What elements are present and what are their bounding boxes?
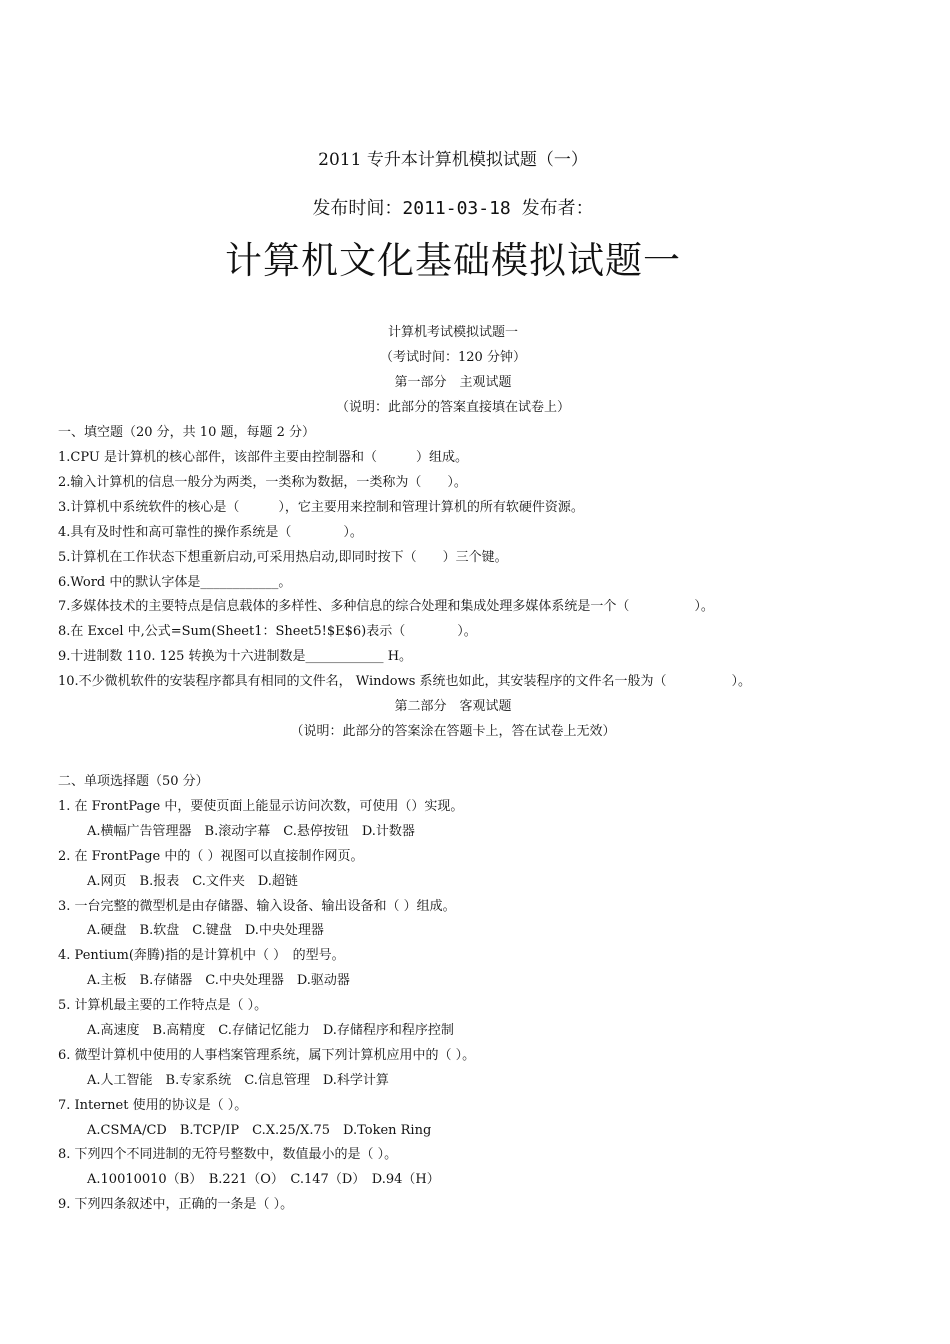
choice-question: 7. Internet 使用的协议是（ ）。 [58, 1098, 248, 1113]
choice-options: A.主板 B.存储器 C.中央处理器 D.驱动器 [87, 973, 350, 988]
part1-note: （说明：此部分的答案直接填在试卷上） [335, 400, 570, 415]
part2-title: 第二部分 客观试题 [394, 699, 512, 714]
fill-question: 4.具有及时性和高可靠性的操作系统是（ ）。 [58, 525, 363, 540]
choice-options: A.10010010（B） B.221（O） C.147（D） D.94（H） [87, 1172, 440, 1187]
fill-question: 2.输入计算机的信息一般分为两类，一类称为数据，一类称为（ ）。 [58, 475, 467, 490]
fill-question: 10.不少微机软件的安装程序都具有相同的文件名， Windows 系统也如此，其安装程序的文件名一般为（ ）。 [58, 674, 752, 689]
choice-question: 8. 下列四个不同进制的无符号整数中，数值最小的是（ ）。 [58, 1147, 398, 1162]
fill-question: 9.十进制数 110. 125 转换为十六进制数是____________ H。 [58, 649, 413, 664]
choice-question: 5. 计算机最主要的工作特点是（ ）。 [58, 998, 268, 1013]
part1-title: 第一部分 主观试题 [394, 375, 512, 390]
choice-question: 3. 一台完整的微型机是由存储器、输入设备、输出设备和（ ）组成。 [58, 899, 456, 914]
fill-question: 5.计算机在工作状态下想重新启动,可采用热启动,即同时按下（ ）三个键。 [58, 550, 508, 565]
choice-question: 4. Pentium(奔腾)指的是计算机中（ ） 的型号。 [58, 948, 345, 963]
section2-heading: 二、单项选择题（50 分） [58, 774, 209, 789]
exam-name: 计算机考试模拟试题一 [387, 325, 518, 340]
fill-question: 6.Word 中的默认字体是____________。 [58, 575, 292, 590]
part2-note: （说明：此部分的答案涂在答题卡上，答在试卷上无效） [290, 724, 616, 739]
fill-question: 7.多媒体技术的主要特点是信息载体的多样性、多种信息的综合处理和集成处理多媒体系统是一个（ ）。 [58, 599, 714, 614]
document-title: 2011 专升本计算机模拟试题（一） [318, 150, 588, 170]
fill-question: 3.计算机中系统软件的核心是（ ），它主要用来控制和管理计算机的所有软硬件资源。 [58, 500, 584, 515]
choice-options: A.CSMA/CD B.TCP/IP C.X.25/X.75 D.Token Ring [87, 1123, 432, 1138]
fill-question: 8.在 Excel 中,公式=Sum(Sheet1：Sheet5!$E$6)表示（ ）。 [58, 624, 477, 639]
publish-info: 发布时间：2011-03-18 发布者： [312, 198, 594, 219]
choice-options: A.高速度 B.高精度 C.存储记忆能力 D.存储程序和程序控制 [87, 1023, 454, 1038]
choice-question: 2. 在 FrontPage 中的（ ）视图可以直接制作网页。 [58, 849, 364, 864]
main-title: 计算机文化基础模拟试题一 [225, 239, 681, 282]
choice-options: A.横幅广告管理器 B.滚动字幕 C.悬停按钮 D.计数器 [87, 824, 415, 839]
choice-options: A.人工智能 B.专家系统 C.信息管理 D.科学计算 [87, 1073, 389, 1088]
choice-question: 9. 下列四条叙述中，正确的一条是（ ）。 [58, 1197, 294, 1212]
fill-question: 1.CPU 是计算机的核心部件，该部件主要由控制器和（ ）组成。 [58, 450, 468, 465]
choice-question: 6. 微型计算机中使用的人事档案管理系统，属下列计算机应用中的（ ）。 [58, 1048, 476, 1063]
section1-heading: 一、填空题（20 分，共 10 题，每题 2 分） [58, 425, 316, 440]
choice-options: A.硬盘 B.软盘 C.键盘 D.中央处理器 [87, 923, 324, 938]
choice-question: 1. 在 FrontPage 中，要使页面上能显示访问次数，可使用（）实现。 [58, 799, 464, 814]
choice-options: A.网页 B.报表 C.文件夹 D.超链 [87, 874, 298, 889]
exam-time: （考试时间：120 分钟） [380, 350, 526, 365]
